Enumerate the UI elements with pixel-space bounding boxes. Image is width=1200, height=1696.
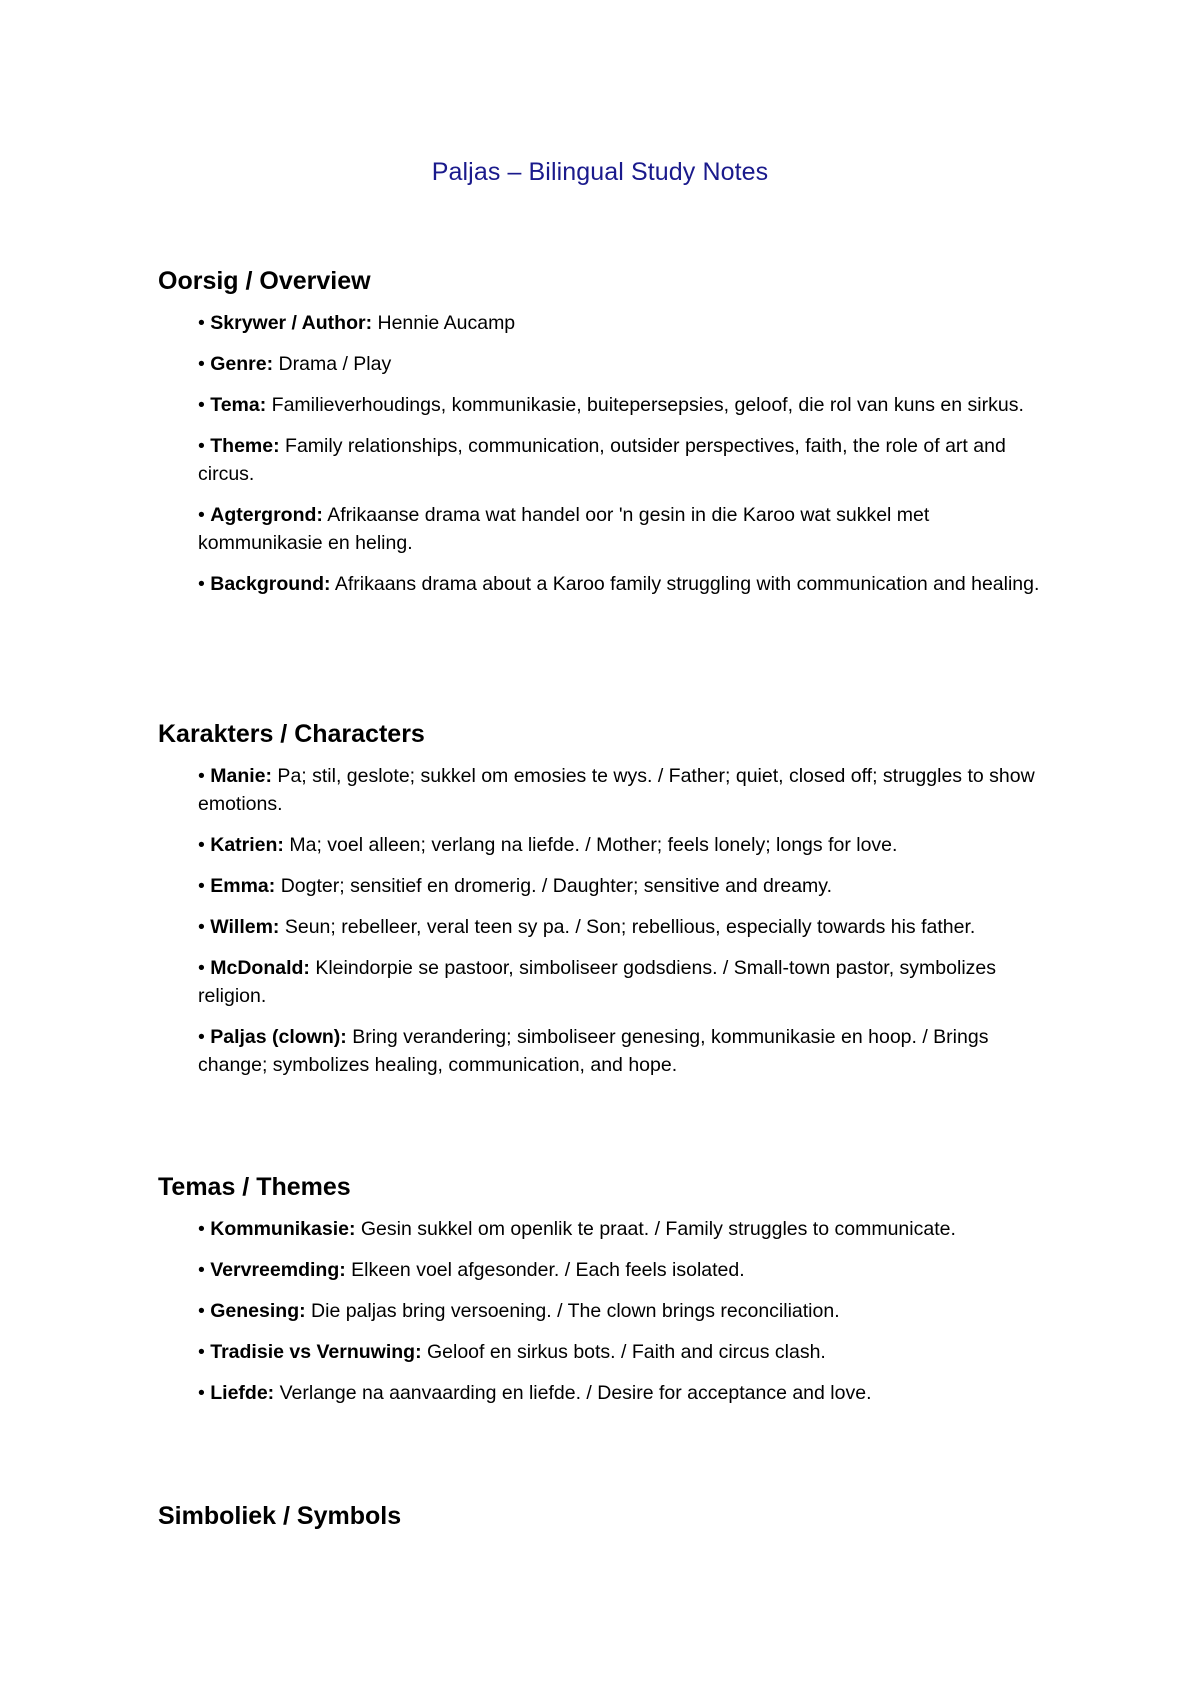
item-text: Family relationships, communication, outsider perspectives, faith, the role of art and circus.	[198, 435, 1006, 485]
section-characters	[158, 719, 1058, 1079]
list-item: • Kommunikasie: Gesin sukkel om openlik te praat. / Family struggles to communicate.	[198, 1218, 956, 1240]
list-item: • Background: Afrikaans drama about a Karoo family struggling with communication and healing.	[198, 573, 1040, 595]
item-text: Afrikaanse drama wat handel oor 'n gesin in die Karoo wat sukkel met kommunikasie en heling.	[198, 504, 930, 554]
list-item: • Vervreemding: Elkeen voel afgesonder. / Each feels isolated.	[198, 1259, 745, 1281]
item-label: Background:	[210, 573, 331, 595]
item-label: Genre:	[210, 353, 274, 375]
item-label: McDonald:	[210, 957, 310, 979]
item-text: Gesin sukkel om openlik te praat. / Family struggles to communicate.	[355, 1218, 956, 1240]
list-item: • Agtergrond: Afrikaanse drama wat handel oor 'n gesin in die Karoo wat sukkel met kommunikasie en heling.	[198, 504, 930, 554]
item-label: Skrywer / Author:	[210, 312, 373, 334]
list-item: • Genesing: Die paljas bring versoening. / The clown brings reconciliation.	[198, 1300, 840, 1322]
item-label: Willem:	[210, 916, 280, 938]
section-heading-characters: Karakters / Characters	[158, 720, 425, 748]
list-item: • Skrywer / Author: Hennie Aucamp	[198, 312, 516, 334]
section-heading-overview: Oorsig / Overview	[158, 267, 371, 295]
themes-list	[158, 1215, 1058, 1407]
section-symbols	[158, 1501, 1058, 1531]
item-text: Bring verandering; simboliseer genesing, kommunikasie en hoop. / Brings change; symbolizes healing, communication, and hope.	[198, 1026, 989, 1076]
item-label: Kommunikasie:	[210, 1218, 356, 1240]
list-item: • Liefde: Verlange na aanvaarding en liefde. / Desire for acceptance and love.	[198, 1382, 872, 1404]
section-heading-symbols: Simboliek / Symbols	[158, 1502, 402, 1530]
item-label: Katrien:	[210, 834, 284, 856]
item-text: Dogter; sensitief en dromerig. / Daughter; sensitive and dreamy.	[275, 875, 833, 897]
list-item: • Manie: Pa; stil, geslote; sukkel om emosies te wys. / Father; quiet, closed off; struggles to show emotions.	[198, 765, 1035, 815]
item-text: Elkeen voel afgesonder. / Each feels isolated.	[345, 1259, 745, 1281]
item-text: Kleindorpie se pastoor, simboliseer godsdiens. / Small-town pastor, symbolizes religion.	[198, 957, 997, 1007]
item-text: Ma; voel alleen; verlang na liefde. / Mother; feels lonely; longs for love.	[283, 834, 898, 856]
list-item: • Tradisie vs Vernuwing: Geloof en sirkus bots. / Faith and circus clash.	[198, 1341, 826, 1363]
list-item: • Genre: Drama / Play	[198, 353, 392, 375]
document-title: Paljas – Bilingual Study Notes	[431, 158, 769, 186]
characters-list	[158, 762, 1058, 1079]
item-label: Emma:	[210, 875, 276, 897]
item-label: Tema:	[210, 394, 267, 416]
list-item: • Theme: Family relationships, communication, outsider perspectives, faith, the role of art and circus.	[198, 435, 1006, 485]
item-text: Familieverhoudings, kommunikasie, buitepersepsies, geloof, die rol van kuns en sirkus.	[266, 394, 1024, 416]
item-text: Pa; stil, geslote; sukkel om emosies te wys. / Father; quiet, closed off; struggles to show emotions.	[198, 765, 1035, 815]
section-overview	[158, 266, 1058, 598]
item-label: Genesing:	[210, 1300, 306, 1322]
list-item: • McDonald: Kleindorpie se pastoor, simboliseer godsdiens. / Small-town pastor, symbolizes religion.	[198, 957, 997, 1007]
list-item: • Willem: Seun; rebelleer, veral teen sy pa. / Son; rebellious, especially towards his father.	[198, 916, 976, 938]
item-text: Seun; rebelleer, veral teen sy pa. / Son; rebellious, especially towards his father.	[279, 916, 976, 938]
item-label: Agtergrond:	[210, 504, 323, 526]
item-label: Tradisie vs Vernuwing:	[210, 1341, 422, 1363]
item-text: Hennie Aucamp	[372, 312, 516, 334]
item-text: Geloof en sirkus bots. / Faith and circus clash.	[421, 1341, 826, 1363]
section-heading-themes: Temas / Themes	[158, 1173, 351, 1201]
item-text: Die paljas bring versoening. / The clown brings reconciliation.	[305, 1300, 840, 1322]
item-label: Theme:	[210, 435, 280, 457]
item-label: Vervreemding:	[210, 1259, 346, 1281]
list-item: • Katrien: Ma; voel alleen; verlang na liefde. / Mother; feels lonely; longs for love.	[198, 834, 898, 856]
item-label: Liefde:	[210, 1382, 275, 1404]
list-item: • Emma: Dogter; sensitief en dromerig. / Daughter; sensitive and dreamy.	[198, 875, 833, 897]
list-item: • Tema: Familieverhoudings, kommunikasie, buitepersepsies, geloof, die rol van kuns en sirkus.	[198, 394, 1024, 416]
item-text: Drama / Play	[273, 353, 392, 375]
overview-list	[158, 309, 1058, 598]
item-label: Paljas (clown):	[210, 1026, 347, 1048]
section-themes	[158, 1172, 1058, 1407]
item-text: Afrikaans drama about a Karoo family struggling with communication and healing.	[330, 573, 1040, 595]
list-item: • Paljas (clown): Bring verandering; simboliseer genesing, kommunikasie en hoop. / Brings change; symbolizes healing, communication, and hope.	[198, 1026, 989, 1076]
item-text: Verlange na aanvaarding en liefde. / Desire for acceptance and love.	[274, 1382, 872, 1404]
item-label: Manie:	[210, 765, 273, 787]
